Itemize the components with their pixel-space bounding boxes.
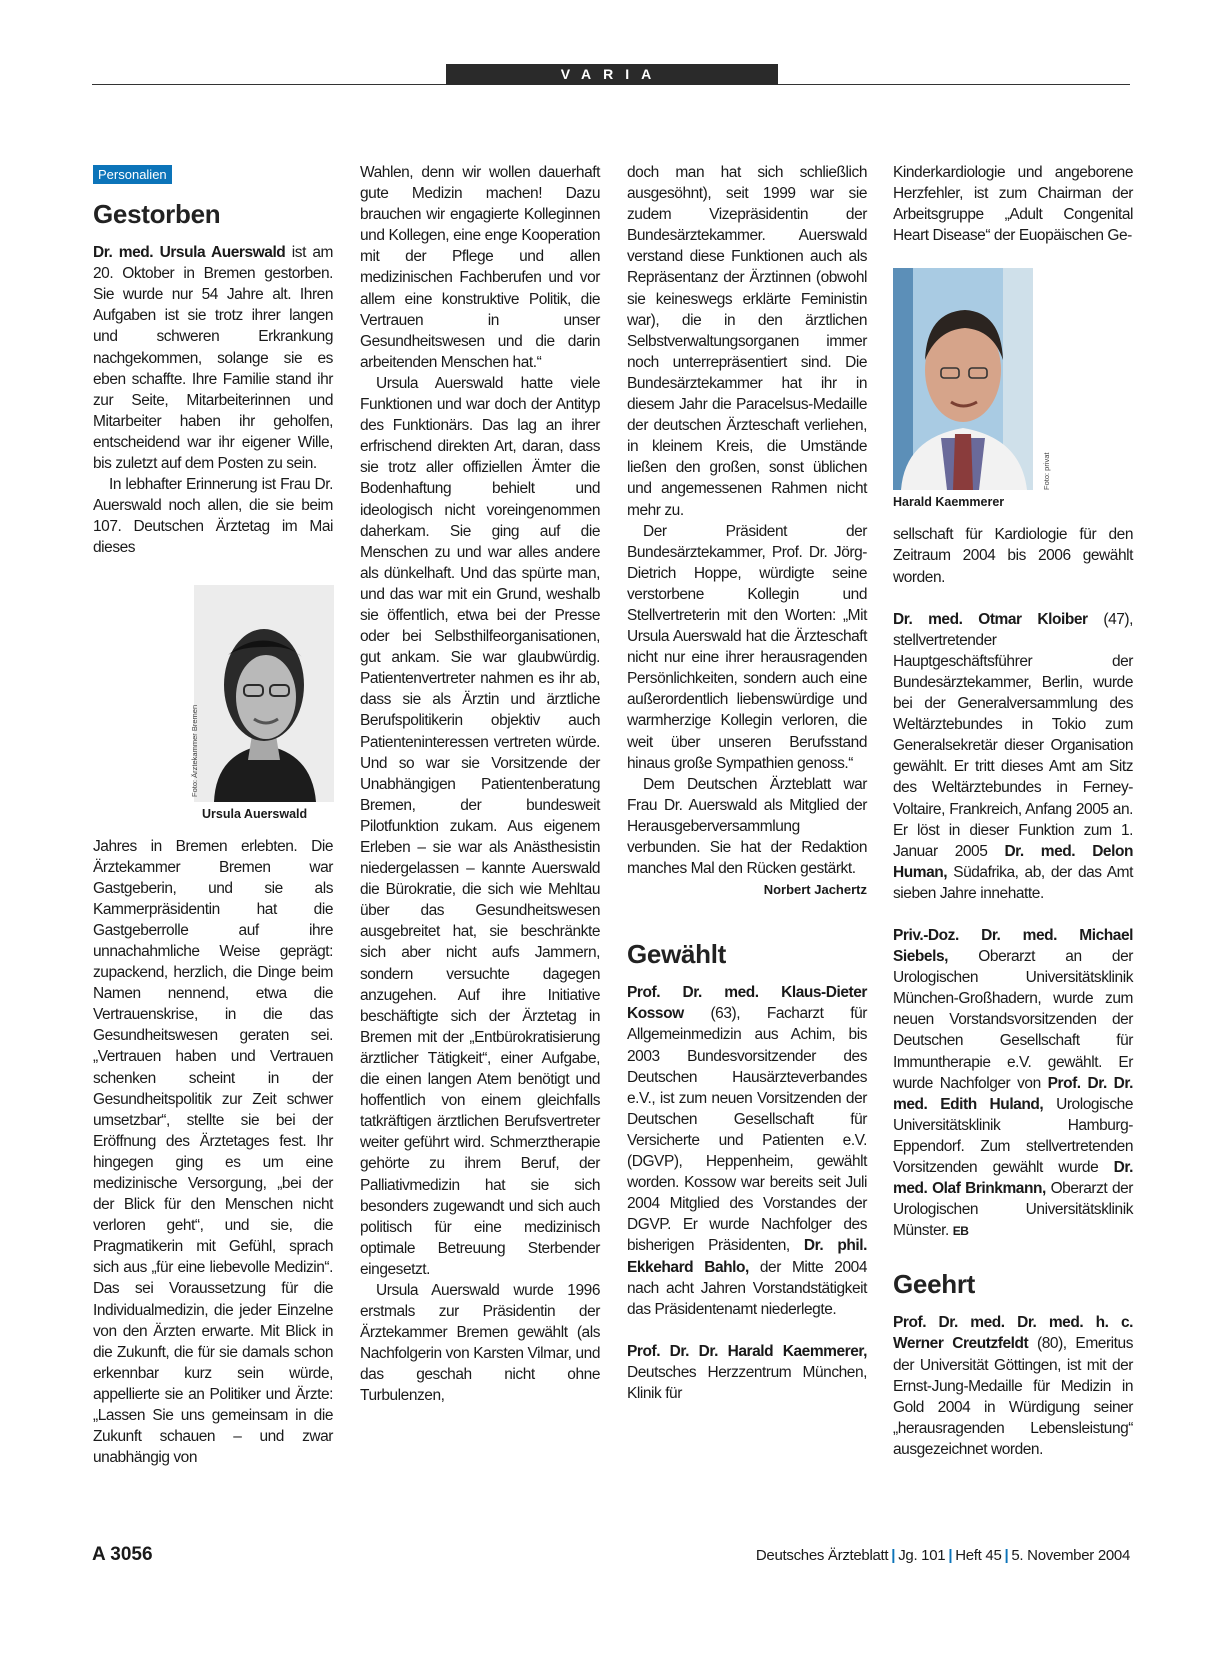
entry-kossow bbox=[627, 982, 867, 1320]
separator: | bbox=[891, 1547, 896, 1564]
person-name: Dr. med. Delon Human, bbox=[893, 842, 1133, 881]
paragraph: Kinderkardiologie und angeborene Herzfehler, ist zum Chairman der Arbeitsgruppe „Adult Congenital Heart Disease“ der Euopäischen Ge- bbox=[893, 164, 1133, 245]
column-3 bbox=[627, 162, 867, 1404]
photo-credit: Foto: Ärztekammer Bremen bbox=[190, 704, 199, 797]
paragraph: In lebhafter Erinnerung ist Frau Dr. Auerswald noch allen, die sie beim 107. Deutschen Ärztetag im Mai dieses bbox=[93, 476, 333, 557]
portrait-woman-image bbox=[194, 585, 334, 802]
text-run: (47), stellvertretender Hauptgeschäftsführer der Bundesärztekammer, Berlin, wurde bei der Generalversammlung des Weltärztebundes in Tokio zum Generalsekretär dieser Organisation gewählt. Er tritt dieses Amt am Sitz des Weltärztebundes in Ferney-Voltaire, Frankreich, Anfang 2005 an. Er löst in dieser Funktion zum 1. Januar 2005 bbox=[893, 610, 1134, 860]
entry-siebels bbox=[893, 925, 1133, 1242]
separator: | bbox=[1004, 1547, 1009, 1564]
paragraph: Der Präsident der Bundesärztekammer, Prof. Dr. Jörg-Dietrich Hoppe, würdigte seine verstorbene Kollegin und Stellvertreterin mit den Worten: „Mit Ursula Auerswald hat die Ärzteschaft nicht nur eine ihrer herausragenden Persönlichkeiten, sondern auch eine außerordentlich liebenswürdige und warmherzige Kollegin verloren, die weit über unseren Berufsstand hinaus große Sympathien genoss.“ bbox=[627, 522, 867, 772]
column-2 bbox=[360, 162, 600, 1407]
person-name: Prof. Dr. Dr. med. Edith Huland, bbox=[893, 1074, 1133, 1113]
text-run: ist am 20. Oktober in Bremen gestorben. Sie wurde nur 54 Jahre alt. Ihren Aufgaben ist sie trotz ihrer langen und schweren Erkrankung nachgekommen, solange sie es eben schaffte. Ihre Familie stand ihr zur Seite, Mitarbeiterinnen und Mitarbeiter haben ihr geholfen, entscheidend war ihr eigener Wille, bis zuletzt auf dem Posten zu sein. bbox=[93, 244, 333, 473]
person-name: Dr. med. Ursula Auerswald bbox=[93, 244, 286, 262]
column-4 bbox=[893, 162, 1133, 1460]
journal-footer bbox=[756, 1547, 1130, 1564]
paragraph: sellschaft für Kardiologie für den Zeitraum 2004 bis 2006 gewählt worden. bbox=[893, 526, 1133, 586]
person-name: Dr. phil. Ekkehard Bahlo, bbox=[627, 1237, 867, 1276]
personalien-tag: Personalien bbox=[93, 165, 172, 184]
journal-name: Deutsches Ärzteblatt bbox=[755, 1547, 889, 1564]
text-run: Oberarzt der Urologischen Universitätsklinik Münster. bbox=[893, 1180, 1134, 1240]
journal-volume: Jg. 101 bbox=[898, 1547, 946, 1564]
person-name: Priv.-Doz. Dr. med. Michael Siebels, bbox=[893, 926, 1133, 966]
author-signature: Norbert Jachertz bbox=[763, 882, 867, 898]
photo-ursula-auerswald bbox=[190, 585, 334, 802]
portrait-man-image bbox=[893, 268, 1033, 490]
text-run: Deutsches Herzzentrum München, Klinik für bbox=[627, 1363, 867, 1402]
paragraph: Dem Deutschen Ärzteblatt war Frau Dr. Auerswald als Mitglied der Herausgeberversammlung verbunden. Sie hat der Redaktion manches Mal den Rücken gestärkt. bbox=[627, 775, 867, 878]
heading-gestorben: Gestorben bbox=[93, 199, 221, 230]
separator: | bbox=[948, 1547, 953, 1564]
heading-gewaehlt: Gewählt bbox=[627, 939, 727, 970]
entry-creutzfeldt bbox=[893, 1312, 1133, 1460]
photo-harald-kaemmerer bbox=[893, 268, 1051, 491]
text-run: Oberarzt an der Urologischen Universitätsklinik München-Großhadern, wurde zum neuen Vorstandsvorsitzenden der Deutschen Gesellschaft für Immuntherapie e.V. gewählt. Er wurde Nachfolger von bbox=[893, 948, 1133, 1092]
person-name: Dr. med. Olaf Brinkmann, bbox=[893, 1159, 1133, 1198]
section-header: VARIA bbox=[446, 64, 778, 85]
photo-caption: Ursula Auerswald bbox=[202, 806, 308, 821]
person-name: Dr. med. Otmar Kloiber bbox=[893, 610, 1088, 628]
person-name: Prof. Dr. med. Dr. med. h. c. Werner Creutzfeldt bbox=[893, 1314, 1133, 1353]
paragraph: Ursula Auerswald hatte viele Funktionen und war doch der Antityp des Funktionärs. Das lag an ihrer erfrischend direkten Art, daran, dass sie trotz aller offiziellen Ämter die Bodenhaftung behielt und ideologisch nicht voreingenommen daherkam. Sie ging auf die Menschen zu und war alles andere als dünkelhaft. Und das spürte man, und das war mit ein Grund, weshalb sie öffentlich, etwa bei der Presse oder bei Selbsthilfeorganisationen, gut ankam. Sie war glaubwürdig. Patientenvertreter nahmen es ihr ab, dass sie als Ärztin und ärztliche Berufspolitikerin objektiv auch Patienteninteressen vertreten würde. Und so war sie Vorsitzende der Unabhängigen Patientenberatung Bremen, der bundesweit Pilotfunktion zukam. Aus eigenem Erleben – sie war als Anästhesistin niedergelassen – kannte Auerswald die Bürokratie, die sich wie Mehltau über das Gesundheitswesen ausgebreitet hat, sie beschränkte sich aber nicht aufs Jammern, sondern versuchte dagegen anzugehen. Auf ihre Initiative beschäftigte sich der Ärztetag in Bremen mit der „Entbürokratisierung ärztlicher Tätigkeit“, einer Aufgabe, die einen langen Atem benötigt und hoffentlich von einem gleichfalls tatkräftigen ärztlichen Berufsvertreter weiter geführt wird. Schmerztherapie gehörte zu ihrem Beruf, der Palliativmedizin hat sie sich besonders zugewandt und sich auch politisch für eine medizinisch optimale Betreuung Sterbender eingesetzt. bbox=[360, 374, 600, 1278]
person-name: Prof. Dr. med. Klaus-Dieter Kossow bbox=[627, 984, 867, 1023]
paragraph: Wahlen, denn wir wollen dauerhaft gute Medizin machen! Dazu brauchen wir engagierte Kolleginnen und Kollegen, eine enge Kooperation mit der Pflege und allen medizinischen Fachberufen und vor allem eine konstruktive Politik, die Vertrauen in unser Gesundheitswesen und die darin arbeitenden Menschen hat.“ bbox=[360, 164, 600, 371]
author-initials: EB bbox=[952, 1224, 969, 1239]
obituary-intro bbox=[93, 242, 333, 474]
text-run: der Mitte 2004 nach acht Jahren Vorstandstätigkeit das Präsidentenamt niederlegte. bbox=[627, 1258, 867, 1318]
person-name: Prof. Dr. Dr. Harald Kaemmerer, bbox=[627, 1342, 867, 1360]
text-run: (63), Facharzt für Allgemeinmedizin aus Achim, bis 2003 Bundesvorsitzender des Deutschen Hausärzteverbandes e.V., ist zum neuen Vorsitzenden der Deutschen Gesellschaft für Versicherte und Patienten e.V. (DGVP), Heppenheim, gewählt worden. Kossow war bereits seit Juli 2004 Mitglied des Vorstandes der DGVP. Er wurde Nachfolger des bisherigen Präsidenten, bbox=[627, 1005, 867, 1255]
photo-caption: Harald Kaemmerer bbox=[893, 495, 1005, 510]
entry-kloiber bbox=[893, 609, 1133, 904]
column-1 bbox=[93, 162, 333, 1468]
text-run: Urologische Universitätsklinik Hamburg-Eppendorf. Zum stellvertretenden Vorsitzenden gewählt wurde bbox=[893, 1095, 1133, 1176]
journal-issue: Heft 45 bbox=[955, 1547, 1002, 1564]
paragraph: Ursula Auerswald wurde 1996 erstmals zur Präsidentin der Ärztekammer Bremen gewählt (als Nachfolgerin von Karsten Vilmar, und das geschah nicht ohne Turbulenzen, bbox=[360, 1281, 600, 1405]
journal-date: 5. November 2004 bbox=[1011, 1547, 1130, 1564]
text-run: (80), Emeritus der Universität Göttingen, ist mit der Ernst-Jung-Medaille für Medizin in Gold 2004 in Würdigung seiner „herausragenden Lebensleistung“ ausgezeichnet worden. bbox=[893, 1335, 1133, 1458]
entry-kaemmerer bbox=[627, 1341, 867, 1404]
page-number: A 3056 bbox=[92, 1544, 153, 1565]
paragraph: Jahres in Bremen erlebten. Die Ärztekammer Bremen war Gastgeberin, und sie als Kammerpräsidentin hat die Gastgeberrolle auf ihre unnachahmliche Weise geprägt: zupackend, herzlich, die Dinge beim Namen nennend, etwa die Vertrauenskrise, in die das Gesundheitswesen geraten sei. „Vertrauen haben und Vertrauen schenken scheint in der Gesundheitspolitik zur Zeit schwer umsetzbar“, stellte sie bei der Eröffnung des Ärztetages fest. Ihr hingegen ging es um eine medizinische Versorgung, „bei der der Blick für den Menschen nicht verloren geht“, und sie, die Pragmatikerin mit Gefühl, sprach sich aus „für eine liebevolle Medizin“. Das sei Voraussetzung für die Individualmedizin, die jeder Einzelne von den Ärzten erwarte. Mit Blick in die Zukunft, die für sie damals schon erkennbar kurz sein würde, appellierte sie an Politiker und Ärzte: „Lassen Sie uns gemeinsam in die Zukunft schauen – und zwar unabhängig von bbox=[93, 837, 333, 1467]
heading-geehrt: Geehrt bbox=[893, 1269, 976, 1300]
photo-credit: Foto: privat bbox=[1042, 452, 1051, 491]
paragraph: doch man hat sich schließlich ausgesöhnt), seit 1999 war sie zudem Vizepräsidentin der Bundesärztekammer. Auerswald verstand diese Funktionen auch als Repräsentanz der Ärztinnen (obwohl sie keineswegs erklärte Feministin war), die in den ärztlichen Selbstverwaltungsorganen immer noch unterrepräsentiert sind. Die Bundesärztekammer hat ihr in diesem Jahr die Paracelsus-Medaille der deutschen Ärzteschaft verliehen, in kleinem Kreis, die Umstände ließen den großen, sonst üblichen und angemessenen Rahmen nicht mehr zu. bbox=[627, 164, 867, 519]
text-run: Südafrika, ab, der das Amt sieben Jahre innehatte. bbox=[893, 863, 1133, 902]
